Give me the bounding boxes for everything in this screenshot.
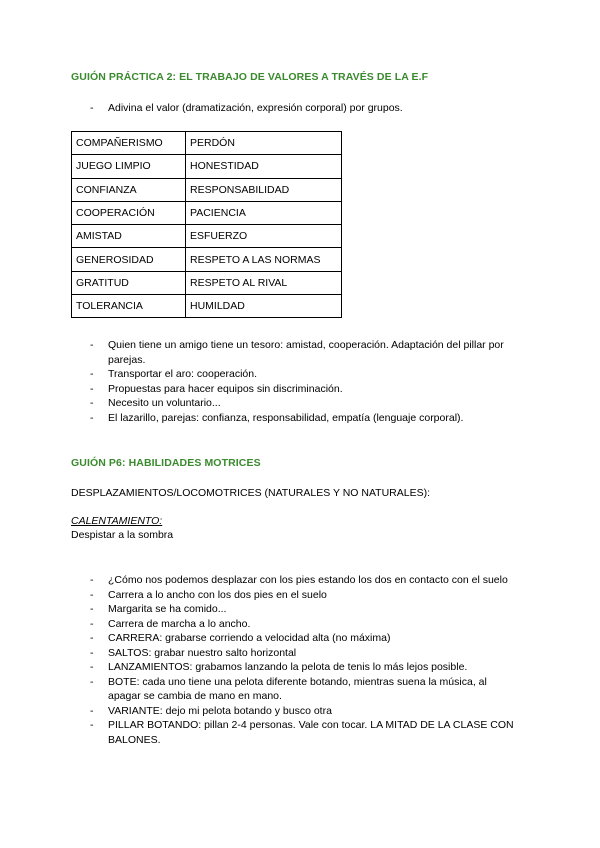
table-row xyxy=(72,248,342,271)
list-item: - El lazarillo, parejas: confianza, responsabilidad, empatía (lenguaje corporal). xyxy=(90,411,530,426)
list-item: - CARRERA: grabarse corriendo a velocidad alta (no máxima) xyxy=(90,631,520,646)
table-row xyxy=(72,201,342,224)
warmup-text: Despistar a la sombra xyxy=(71,529,174,541)
table-row xyxy=(72,178,342,201)
table-row xyxy=(72,295,342,318)
table-cell: JUEGO LIMPIO xyxy=(72,155,186,178)
list-item: - ¿Cómo nos podemos desplazar con los pies estando los dos en contacto con el suelo xyxy=(90,573,520,588)
table-cell: COMPAÑERISMO xyxy=(72,132,186,155)
table-cell: RESPETO AL RIVAL xyxy=(186,271,342,294)
table-cell: PACIENCIA xyxy=(186,201,342,224)
table-cell: GENEROSIDAD xyxy=(72,248,186,271)
section2-subtitle: DESPLAZAMIENTOS/LOCOMOTRICES (NATURALES Y NO NATURALES): xyxy=(71,487,431,499)
table-cell: GRATITUD xyxy=(72,271,186,294)
list-item: - Propuestas para hacer equipos sin discriminación. xyxy=(90,382,530,397)
table-cell: AMISTAD xyxy=(72,225,186,248)
table-cell: HUMILDAD xyxy=(186,295,342,318)
warmup-label: CALENTAMIENTO: xyxy=(71,515,163,527)
table-row xyxy=(72,155,342,178)
list-item: - SALTOS: grabar nuestro salto horizontal xyxy=(90,646,520,661)
section2-title: GUIÓN P6: HABILIDADES MOTRICES xyxy=(71,457,261,469)
table-cell: TOLERANCIA xyxy=(72,295,186,318)
list-item: - PILLAR BOTANDO: pillan 2-4 personas. Vale con tocar. LA MITAD DE LA CLASE CON BALONES. xyxy=(90,718,520,747)
table-cell: ESFUERZO xyxy=(186,225,342,248)
values-table xyxy=(71,131,342,318)
table-cell: RESPETO A LAS NORMAS xyxy=(186,248,342,271)
table-row xyxy=(72,271,342,294)
list-item: - BOTE: cada uno tiene una pelota diferente botando, mientras suena la música, al apagar se cambia de mano en mano. xyxy=(90,675,520,704)
list-item: - Margarita se ha comido... xyxy=(90,602,520,617)
section1-activity-list xyxy=(90,338,530,425)
list-item: - Adivina el valor (dramatización, expresión corporal) por grupos. xyxy=(90,101,530,116)
section2-activity-list xyxy=(90,573,520,747)
table-cell: CONFIANZA xyxy=(72,178,186,201)
list-item: - Necesito un voluntario... xyxy=(90,396,530,411)
list-item: - Carrera de marcha a lo ancho. xyxy=(90,617,520,632)
table-cell: PERDÓN xyxy=(186,132,342,155)
table-row xyxy=(72,132,342,155)
table-cell: COOPERACIÓN xyxy=(72,201,186,224)
list-item: - Quien tiene un amigo tiene un tesoro: amistad, cooperación. Adaptación del pillar por parejas. xyxy=(90,338,530,367)
table-cell: RESPONSABILIDAD xyxy=(186,178,342,201)
list-item: - VARIANTE: dejo mi pelota botando y busco otra xyxy=(90,704,520,719)
table-cell: HONESTIDAD xyxy=(186,155,342,178)
section1-intro-list xyxy=(90,101,530,116)
table-row xyxy=(72,225,342,248)
list-item: - Carrera a lo ancho con los dos pies en el suelo xyxy=(90,588,520,603)
list-item: - LANZAMIENTOS: grabamos lanzando la pelota de tenis lo más lejos posible. xyxy=(90,660,520,675)
section1-title: GUIÓN PRÁCTICA 2: EL TRABAJO DE VALORES A TRAVÉS DE LA E.F xyxy=(71,71,429,83)
list-item: - Transportar el aro: cooperación. xyxy=(90,367,530,382)
